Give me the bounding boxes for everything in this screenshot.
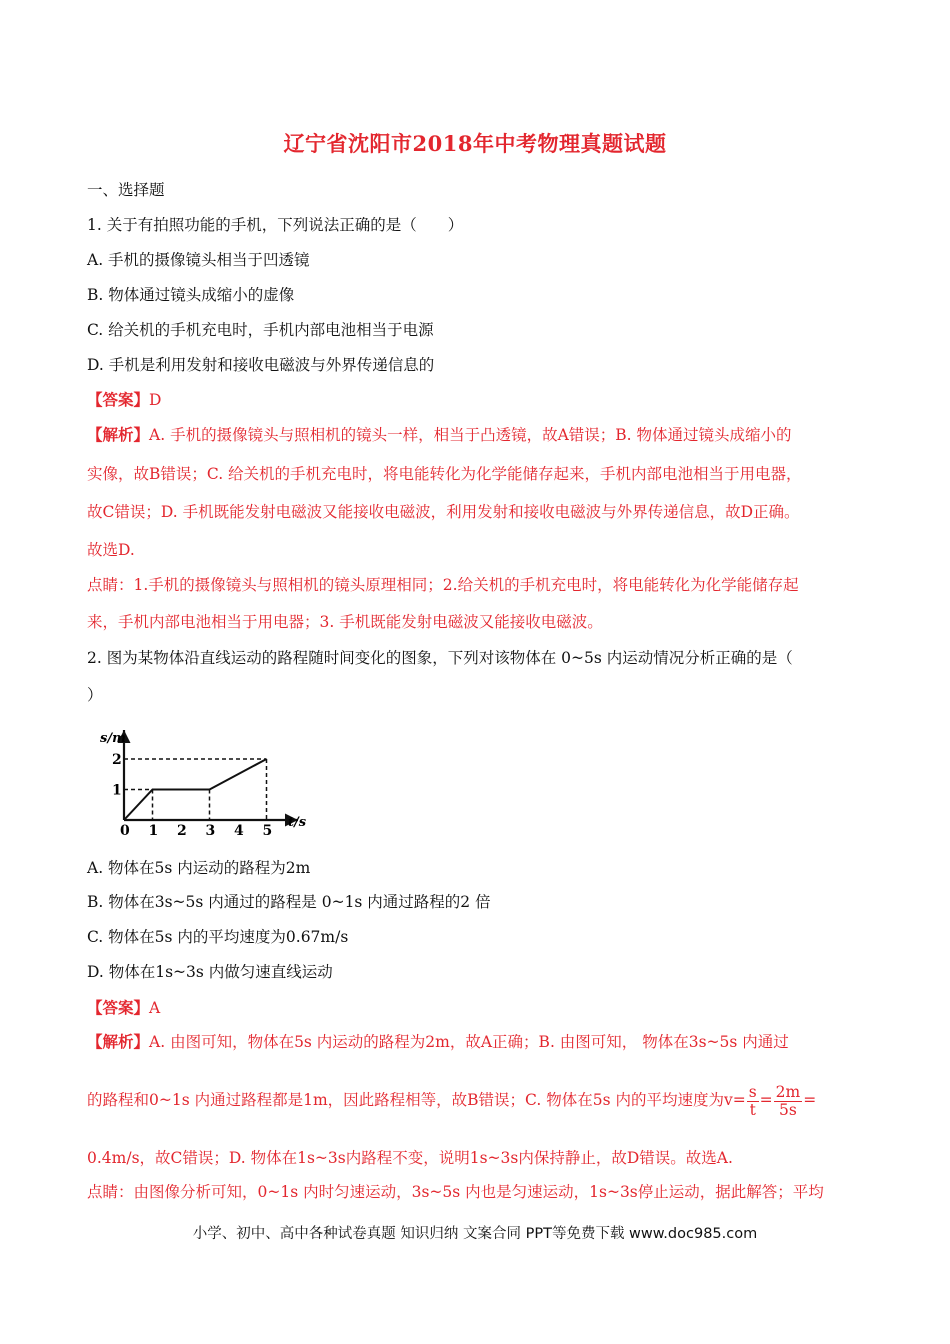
q1-option-c: C. 给关机的手机充电时，手机内部电池相当于电源 xyxy=(87,321,434,339)
q2-stem-line-2: ） xyxy=(87,686,103,704)
q2-stem-line-1: 2. 图为某物体沿直线运动的路程随时间变化的图象，下列对该物体在 0~5s 内运动情况分析正确的是（ xyxy=(87,649,793,667)
q2-option-b: B. 物体在3s~5s 内通过的路程是 0~1s 内通过路程的2 倍 xyxy=(87,893,491,911)
equals-sign: = xyxy=(803,1091,817,1109)
q2-option-c: C. 物体在5s 内的平均速度为0.67m/s xyxy=(87,928,349,946)
distance-time-graph xyxy=(92,720,322,835)
fraction-denominator: 5s xyxy=(779,1100,797,1119)
x-tick-label: 0 xyxy=(120,823,130,835)
page-title: 辽宁省沈阳市2018年中考物理真题试题 xyxy=(283,131,667,156)
q1-analysis-line-4: 故选D. xyxy=(87,541,135,559)
q1-analysis-line-3: 故C错误；D. 手机既能发射电磁波又能接收电磁波，利用发射和接收电磁波与外界传递信息，故D正确。 xyxy=(87,503,800,521)
q1-tip-line-2: 来，手机内部电池相当于用电器；3. 手机既能发射电磁波又能接收电磁波。 xyxy=(87,613,603,631)
q1-answer-value: D xyxy=(149,391,162,409)
q1-option-b: B. 物体通过镜头成缩小的虚像 xyxy=(87,286,295,304)
q1-answer xyxy=(87,390,161,410)
q2-analysis-text-1: A. 由图可知，物体在5s 内运动的路程为2m，故A正确；B. 由图可知， 物体在3s~5s 内通过 xyxy=(149,1033,789,1051)
fraction-s-over-t xyxy=(747,1084,759,1119)
x-tick-label: 4 xyxy=(234,823,244,835)
q2-option-d: D. 物体在1s~3s 内做匀速直线运动 xyxy=(87,963,333,981)
q2-answer xyxy=(87,998,160,1018)
fraction-2m-over-5s xyxy=(774,1084,803,1119)
fraction-denominator: t xyxy=(749,1100,756,1119)
q1-analysis-line-1 xyxy=(87,425,792,445)
q1-tip-line-1: 点睛：1.手机的摄像镜头与照相机的镜头原理相同；2.给关机的手机充电时，将电能转化为化学能储存起 xyxy=(87,576,799,594)
section-heading: 一、选择题 xyxy=(87,181,165,199)
q1-option-a: A. 手机的摄像镜头相当于凹透镜 xyxy=(87,251,310,269)
q2-answer-label: 【答案】 xyxy=(87,998,150,1017)
fraction-numerator: s xyxy=(748,1082,757,1101)
q1-answer-label: 【答案】 xyxy=(87,390,150,409)
equals-sign: = xyxy=(759,1091,773,1109)
q1-analysis-label: 【解析】 xyxy=(87,425,150,444)
q2-analysis-line-2 xyxy=(87,1083,816,1119)
q1-stem: 1. 关于有拍照功能的手机，下列说法正确的是（ ） xyxy=(87,216,464,234)
q2-analysis-line-1 xyxy=(87,1032,789,1052)
footer-banner: 小学、初中、高中各种试卷真题 知识归纳 文案合同 PPT等免费下载 www.doc985.com xyxy=(192,1226,758,1242)
y-tick-label: 1 xyxy=(112,782,122,799)
y-axis-label: s/m xyxy=(100,731,126,746)
x-tick-label: 2 xyxy=(177,823,187,835)
q2-option-a: A. 物体在5s 内运动的路程为2m xyxy=(87,859,311,877)
q2-analysis-text-2: 的路程和0~1s 内通过路程都是1m，因此路程相等，故B错误；C. 物体在5s 内的平均速度为v= xyxy=(87,1091,746,1109)
x-tick-label: 1 xyxy=(148,823,159,835)
y-tick-label: 2 xyxy=(112,752,122,768)
q1-analysis-text-1: A. 手机的摄像镜头与照相机的镜头一样，相当于凸透镜，故A错误；B. 物体通过镜头成缩小的 xyxy=(149,426,792,444)
q2-analysis-line-3: 0.4m/s，故C错误；D. 物体在1s~3s内路程不变，说明1s~3s内保持静止，故D错误。故选A. xyxy=(87,1149,733,1167)
x-axis-label: t/s xyxy=(288,815,307,830)
q2-tip-line: 点睛：由图像分析可知，0~1s 内时匀速运动，3s~5s 内也是匀速运动，1s~3s停止运动，据此解答；平均 xyxy=(87,1183,824,1201)
x-tick-label: 3 xyxy=(205,823,216,835)
q1-option-d: D. 手机是利用发射和接收电磁波与外界传递信息的 xyxy=(87,356,435,374)
q1-analysis-line-2: 实像，故B错误；C. 给关机的手机充电时，将电能转化为化学能储存起来，手机内部电池相当于用电器， xyxy=(87,465,802,483)
fraction-numerator: 2m xyxy=(775,1082,801,1101)
x-tick-label: 5 xyxy=(262,823,273,835)
q2-answer-value: A xyxy=(149,999,161,1017)
q2-analysis-label: 【解析】 xyxy=(87,1032,150,1051)
